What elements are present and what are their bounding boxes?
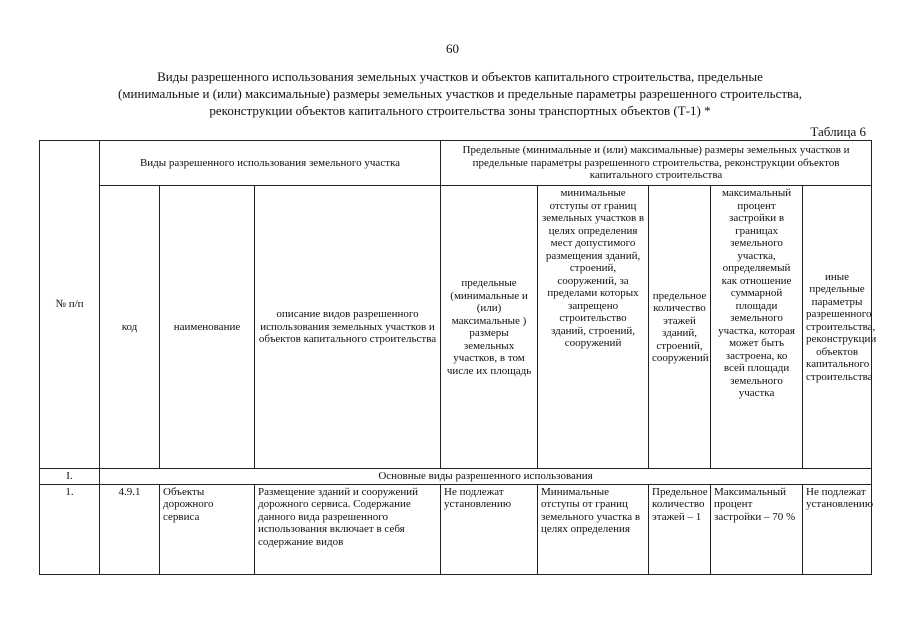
page-number: 60 <box>446 41 459 56</box>
section-label: Основные виды разрешенного использования <box>100 469 872 485</box>
header-code: код <box>100 186 160 469</box>
header-group-uses: Виды разрешенного использования земельного участка <box>100 141 441 186</box>
cell-code: 4.9.1 <box>100 484 160 574</box>
cell-size: Не подлежат установлению <box>441 484 538 574</box>
cell-description: Размещение зданий и сооружений дорожного сервиса. Содержание данного вида разрешенного использования включает в себя содержание видов <box>255 484 441 574</box>
header-other: иные предельные параметры разрешенного строительства, реконструкции объектов капитального строительства <box>803 186 872 469</box>
zoning-table <box>39 140 877 575</box>
header-setback: минимальные отступы от границ земельных участков в целях определения мест допустимого размещения зданий, строений, сооружений, за пределами которых запрещено строительство зданий, строений, сооружений <box>538 186 649 469</box>
cell-name: Объекты дорожного сервиса <box>160 484 255 574</box>
document-title <box>60 68 860 119</box>
cell-floors: Предельное количество этажей – 1 <box>649 484 711 574</box>
header-size: предельные (минимальные и (или) максимальные ) размеры земельных участков, в том числе их площадь <box>441 186 538 469</box>
header-floors: предельное количество этажей зданий, строений, сооружений <box>649 186 711 469</box>
cell-coverage: Максимальный процент застройки – 70 % <box>711 484 803 574</box>
section-num: I. <box>40 469 100 485</box>
cell-num: 1. <box>40 484 100 574</box>
table-label: Таблица 6 <box>810 124 866 139</box>
cell-other: Не подлежат установлению <box>803 484 872 574</box>
header-num: № п/п <box>40 141 100 469</box>
cell-setback: Минимальные отступы от границ земельного участка в целях определения <box>538 484 649 574</box>
header-coverage: максимальный процент застройки в границах земельного участка, определяемый как отношение суммарной площади земельного участка, которая может быть застроена, ко всей площади земельного участка <box>711 186 803 469</box>
header-description: описание видов разрешенного использования земельных участков и объектов капитального строительства <box>255 186 441 469</box>
title-line-1: Виды разрешенного использования земельных участков и объектов капитального строительства, предельные <box>157 69 763 84</box>
title-line-3: реконструкции объектов капитального строительства зоны транспортных объектов (Т-1) * <box>209 103 711 118</box>
table-row <box>40 484 872 574</box>
title-line-2: (минимальные и (или) максимальные) размеры земельных участков и предельные параметры разрешенного строительства, <box>117 86 803 101</box>
header-name: наименование <box>160 186 255 469</box>
header-group-limits: Предельные (минимальные и (или) максимальные) размеры земельных участков и предельные параметры разрешенного строительства, реконструкции объектов капитального строительства <box>441 141 872 186</box>
